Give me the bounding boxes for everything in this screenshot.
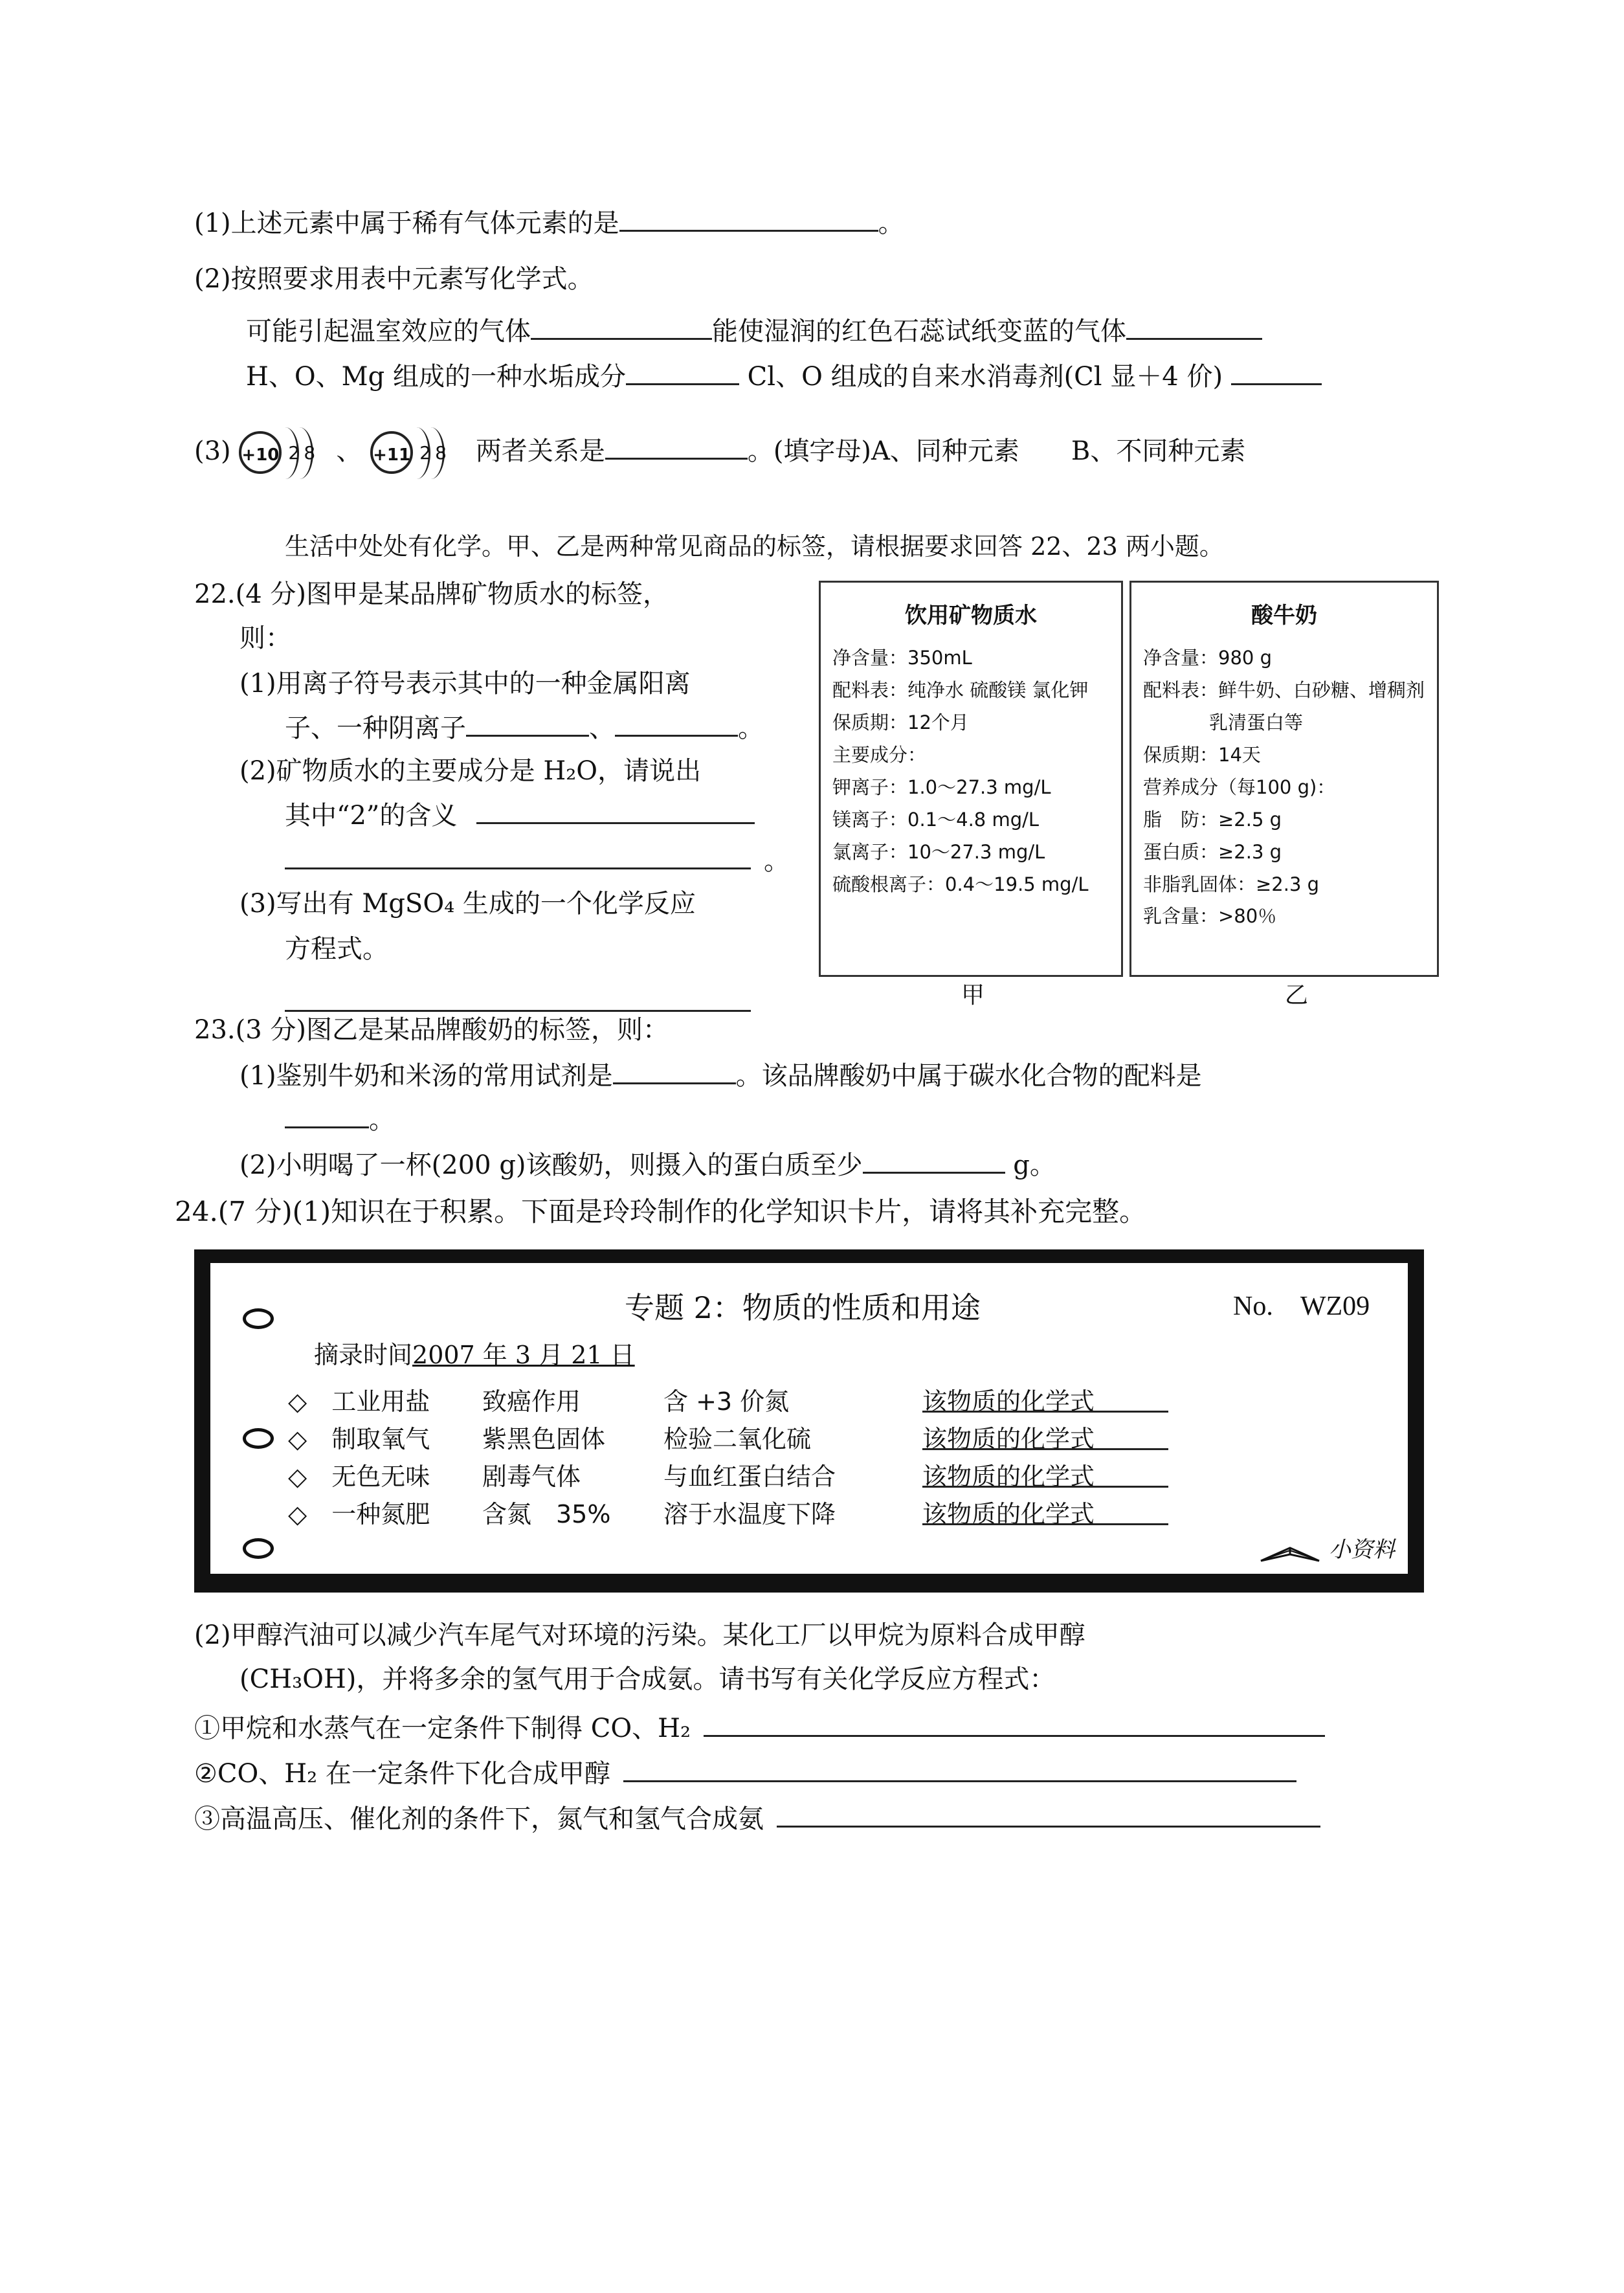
- relation-options: 。(填字母)A、同种元素 B、不同种元素: [747, 436, 1246, 466]
- nucleus: +10: [239, 431, 282, 474]
- atom-diagram-neon: [239, 427, 336, 479]
- q21-part1: [194, 204, 904, 240]
- q22-part3-line1: (3)写出有 MgSO₄ 生成的一个化学反应: [239, 889, 696, 919]
- punct: 、: [589, 713, 615, 743]
- card-cell: ◇ 工业用盐: [288, 1387, 430, 1416]
- answer-blank[interactable]: [704, 1709, 1325, 1737]
- text: ①甲烷和水蒸气在一定条件下制得 CO、H₂: [194, 1714, 691, 1743]
- text: (2)小明喝了一杯(200 g)该酸奶，则摄入的蛋白质至少: [239, 1150, 863, 1180]
- label-row: 乳清蛋白等: [1209, 711, 1304, 734]
- answer-blank[interactable]: [1231, 357, 1322, 385]
- card-cell: 溶于水温度下降: [663, 1500, 836, 1528]
- answer-blank[interactable]: [777, 1800, 1320, 1828]
- relation-prompt: 两者关系是: [475, 436, 605, 466]
- q21-part2-line2: [246, 357, 1322, 394]
- disinfectant-prompt: Cl、O 组成的自来水消毒剂(Cl 显＋4 价): [747, 362, 1223, 392]
- label-row: 钾离子：1.0～27.3 mg/L: [832, 776, 1051, 798]
- card-number: No. WZ09: [1233, 1292, 1370, 1321]
- answer-blank[interactable]: [619, 204, 878, 232]
- card-cell: ◇ 无色无味: [288, 1462, 430, 1491]
- electron-count: 2: [419, 442, 431, 464]
- q22-head: 22.(4 分)图甲是某品牌矿物质水的标签，: [194, 579, 669, 609]
- electron-count: 2: [288, 442, 300, 464]
- text: (1)鉴别牛奶和米汤的常用试剂是: [239, 1061, 613, 1091]
- binder-hole: [243, 1308, 274, 1329]
- q21-part2: (2)按照要求用表中元素写化学式。: [194, 264, 594, 294]
- date-label: 摘录时间: [314, 1341, 413, 1369]
- card-footer: [1258, 1535, 1395, 1567]
- label-row: 氯离子：10～27.3 mg/L: [832, 840, 1045, 863]
- answer-blank[interactable]: [922, 1424, 1168, 1450]
- binder-hole: [243, 1538, 274, 1559]
- knowledge-card-body: [208, 1261, 1410, 1576]
- q21-part2-line1: [246, 312, 1262, 348]
- binder-hole: [243, 1428, 274, 1449]
- card-date: [314, 1339, 635, 1371]
- label-row: 营养成分（每100 g)：: [1143, 776, 1336, 798]
- q22-part2-line3: [285, 842, 790, 878]
- answer-blank[interactable]: [623, 1754, 1296, 1782]
- label-row: 保质期：14天: [1143, 744, 1261, 766]
- equation-1: [194, 1709, 1325, 1745]
- answer-blank[interactable]: [605, 432, 748, 460]
- q24-head: 24.(7 分)(1)知识在于积累。下面是玲玲制作的化学知识卡片，请将其补充完整。: [175, 1196, 1147, 1227]
- text: 其中“2”的含义: [285, 801, 458, 831]
- card-title: 专题 2：物质的性质和用途: [625, 1290, 981, 1325]
- label-row: 蛋白质：≥2.3 g: [1143, 840, 1282, 863]
- q22-part2-line2: [285, 796, 755, 833]
- answer-blank[interactable]: [613, 1057, 736, 1084]
- q21-part1-text: (1)上述元素中属于稀有气体元素的是: [194, 208, 619, 238]
- label-row: 镁离子：0.1～4.8 mg/L: [832, 808, 1040, 831]
- greenhouse-gas-prompt: 可能引起温室效应的气体: [246, 317, 531, 346]
- card-cell: 剧毒气体: [482, 1462, 581, 1491]
- yogurt-label: [1129, 581, 1439, 977]
- answer-blank[interactable]: [615, 709, 738, 737]
- answer-blank[interactable]: [922, 1386, 1168, 1413]
- answer-blank[interactable]: [285, 1101, 369, 1128]
- card-cell: 含氮 35%: [482, 1500, 611, 1528]
- answer-blank[interactable]: [466, 709, 589, 737]
- label-caption-jia: 甲: [961, 982, 985, 1009]
- label-row: 保质期：12个月: [832, 711, 969, 734]
- label-title: 酸牛奶: [1251, 603, 1317, 629]
- text: 该物质的化学式: [922, 1425, 1095, 1453]
- answer-blank[interactable]: [285, 842, 751, 869]
- q22-part3-line2: 方程式。: [285, 934, 388, 964]
- q22-part1-line2: [285, 709, 764, 745]
- card-cell: 紫黑色固体: [482, 1425, 606, 1453]
- answer-blank[interactable]: [626, 357, 739, 385]
- date-value: 2007 年 3 月 21 日: [412, 1341, 635, 1369]
- label-row: 非脂乳固体：≥2.3 g: [1143, 873, 1320, 895]
- text: ③高温高压、催化剂的条件下，氮气和氢气合成氨: [194, 1804, 764, 1834]
- part-number: (3): [194, 436, 231, 466]
- mineral-water-label: [819, 581, 1123, 977]
- text: 该物质的化学式: [922, 1387, 1095, 1416]
- punct: 。: [764, 846, 790, 876]
- answer-blank[interactable]: [863, 1146, 1005, 1174]
- electron-count: 8: [435, 442, 447, 464]
- label-row: 配料表：鲜牛奶、白砂糖、增稠剂: [1143, 679, 1425, 702]
- card-cell: ◇ 制取氧气: [288, 1425, 430, 1453]
- book-icon: [1258, 1535, 1329, 1567]
- label-caption-yi: 乙: [1285, 982, 1309, 1009]
- electron-count: 8: [304, 442, 316, 464]
- text: ②CO、H₂ 在一定条件下化合成甲醇: [194, 1759, 610, 1789]
- footer-text: 小资料: [1329, 1537, 1395, 1563]
- label-row: 乳含量：>80％: [1143, 905, 1277, 928]
- card-cell: 致癌作用: [482, 1387, 581, 1416]
- ammonia-prompt: 能使湿润的红色石蕊试纸变蓝的气体: [712, 317, 1126, 346]
- q23-part1-line2: [285, 1101, 395, 1137]
- equation-3: [194, 1800, 1320, 1836]
- card-cell: 含 +3 价氮: [663, 1387, 790, 1416]
- separator: 、: [336, 436, 362, 466]
- atom-diagram-sodium: [370, 427, 467, 479]
- equation-2: [194, 1754, 1296, 1791]
- label-row: 硫酸根离子：0.4～19.5 mg/L: [832, 873, 1089, 895]
- answer-blank[interactable]: [285, 984, 751, 1012]
- text: 该物质的化学式: [922, 1500, 1095, 1528]
- q22-part1-line1: (1)用离子符号表示其中的一种金属阳离: [239, 669, 691, 699]
- answer-blank[interactable]: [1126, 312, 1262, 340]
- label-row: 配料表：纯净水 硫酸镁 氯化钾: [832, 679, 1089, 702]
- answer-blank[interactable]: [922, 1461, 1168, 1488]
- text: 子、一种阴离子: [285, 713, 466, 743]
- label-row: 脂 防：≥2.5 g: [1143, 808, 1282, 831]
- answer-blank[interactable]: [531, 312, 712, 340]
- q23-part1: [239, 1057, 1202, 1093]
- q23-head: 23.(3 分)图乙是某品牌酸奶的标签，则：: [194, 1015, 669, 1045]
- label-row: 净含量：350mL: [832, 647, 972, 669]
- punct: 。: [878, 208, 904, 238]
- q21-part3: [194, 427, 1245, 479]
- card-cell: 检验二氧化硫: [663, 1425, 812, 1453]
- nucleus: +11: [370, 431, 413, 474]
- label-row: 主要成分：: [832, 744, 927, 766]
- unit: g。: [1013, 1150, 1056, 1180]
- label-row: 净含量：980 g: [1143, 647, 1272, 669]
- q22-head2: 则：: [239, 623, 291, 653]
- card-cell: ◇ 一种氮肥: [288, 1500, 430, 1528]
- text: 该物质的化学式: [922, 1462, 1095, 1491]
- label-title: 饮用矿物质水: [905, 603, 1037, 629]
- q24-part2-line2: (CH₃OH)，并将多余的氢气用于合成氨。请书写有关化学反应方程式：: [239, 1664, 1056, 1694]
- q24-part2-line1: (2)甲醇汽油可以减少汽车尾气对环境的污染。某化工厂以甲烷为原料合成甲醇: [194, 1620, 1085, 1650]
- punct: 。: [369, 1105, 395, 1135]
- q22-part2-line1: (2)矿物质水的主要成分是 H₂O，请说出: [239, 756, 702, 786]
- knowledge-card: [194, 1249, 1424, 1593]
- answer-blank[interactable]: [922, 1499, 1168, 1525]
- text: 。该品牌酸奶中属于碳水化合物的配料是: [735, 1061, 1202, 1091]
- answer-blank[interactable]: [476, 796, 755, 824]
- scale-prompt: H、O、Mg 组成的一种水垢成分: [246, 362, 626, 392]
- section-intro: 生活中处处有化学。甲、乙是两种常见商品的标签，请根据要求回答 22、23 两小题。: [285, 532, 1224, 561]
- q23-part2: [239, 1146, 1056, 1182]
- punct: 。: [738, 713, 764, 743]
- card-cell: 与血红蛋白结合: [663, 1462, 836, 1491]
